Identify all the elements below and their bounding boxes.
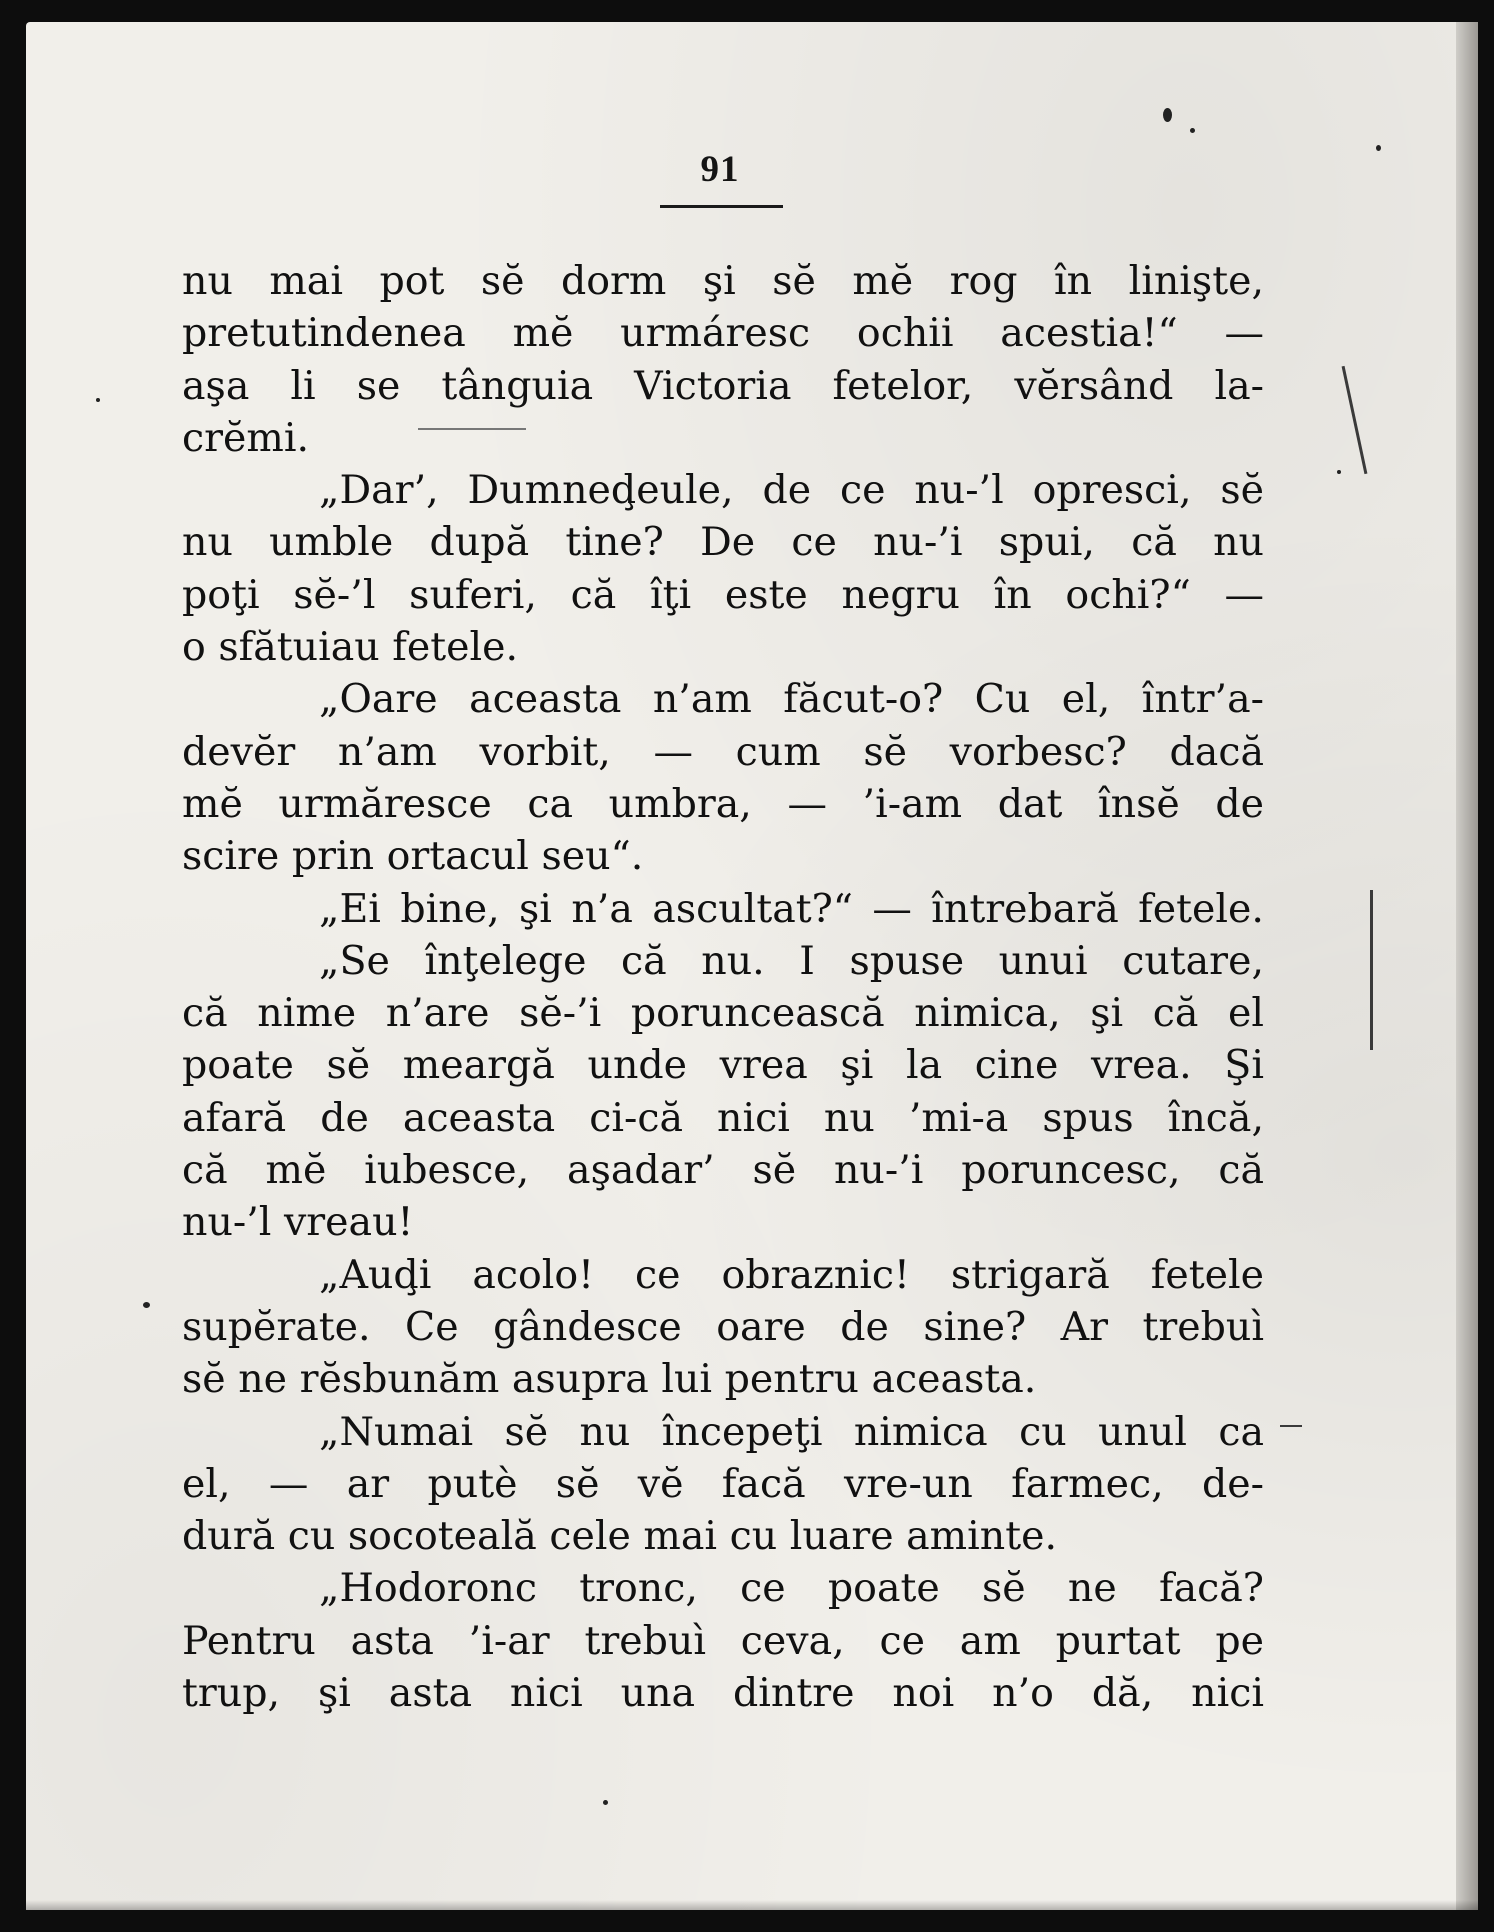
text-line: devĕr n’am vorbit, — cum sĕ vorbesc? dacă <box>182 728 1264 775</box>
text-line: trup, şi asta nici una dintre noi n’o dă, nici <box>182 1670 1264 1717</box>
text-line: crĕmi. <box>182 414 310 461</box>
text-line: o sfătuiau fetele. <box>182 624 519 671</box>
scan-speck <box>143 1302 150 1308</box>
page-number-underline <box>660 205 783 208</box>
text-line: supĕrate. Ce gândesce oare de sine? Ar trebuì <box>182 1303 1264 1350</box>
text-line: poate sĕ meargă unde vrea şi la cine vrea. Şi <box>182 1042 1264 1089</box>
text-line: nu-’l vreau! <box>182 1199 414 1246</box>
text-line: pretutindenea mĕ urmáresc ochii acestia!“ — <box>182 310 1264 357</box>
text-line: poţi sĕ-’l suferi, că îţi este negru în ochi?“ — <box>182 571 1264 618</box>
scan-speck <box>1190 128 1195 133</box>
text-line: „Oare aceasta n’am făcut-o? Cu el, într’a- <box>319 676 1264 723</box>
body-text <box>182 255 1264 1719</box>
scan-speck <box>603 1800 608 1805</box>
text-line: dură cu socoteală cele mai cu luare aminte. <box>182 1513 1058 1560</box>
page-edge-shadow <box>1456 22 1478 1910</box>
scan-scratch <box>1280 1425 1302 1427</box>
scan-speck <box>96 398 100 402</box>
text-line: sĕ ne rĕsbunăm asupra lui pentru aceasta. <box>182 1356 1037 1403</box>
text-line: „Hodoronc tronc, ce poate sĕ ne facă? <box>319 1565 1264 1612</box>
text-line: aşa li se tânguia Victoria fetelor, vĕrsând la- <box>182 362 1264 409</box>
text-line: „Auḑi acolo! ce obraznic! strigară fetele <box>319 1251 1264 1298</box>
text-line: nu mai pot sĕ dorm şi sĕ mĕ rog în linişte, <box>182 258 1264 304</box>
page-number: 91 <box>700 149 740 190</box>
scan-scratch <box>418 428 526 430</box>
scan-speck <box>1337 470 1341 474</box>
scan-scratch <box>1370 890 1373 1050</box>
page-bottom-shadow <box>26 1900 1478 1910</box>
scan-speck <box>1376 145 1381 151</box>
text-line: nu umble după tine? De ce nu-’i spui, că nu <box>182 519 1264 566</box>
text-line: că nime n’are sĕ-’i poruncească nimica, şi că el <box>182 990 1264 1037</box>
text-line: că mĕ iubesce, aşadar’ sĕ nu-’i poruncesc, că <box>182 1147 1264 1194</box>
text-line: afară de aceasta ci-că nici nu ’mi-a spus încă, <box>182 1094 1264 1141</box>
text-line: „Dar’, Dumneḑeule, de ce nu-’l opresci, sĕ <box>319 467 1264 514</box>
text-line: Pentru asta ’i-ar trebuì ceva, ce am purtat pe <box>182 1617 1264 1664</box>
text-line: „Numai sĕ nu începeţi nimica cu unul ca <box>319 1408 1264 1455</box>
scan-speck <box>1163 108 1172 122</box>
text-line: scire prin ortacul seu“. <box>182 833 644 880</box>
text-line: „Ei bine, şi n’a ascultat?“ — întrebară fetele. <box>319 885 1264 932</box>
text-line: el, — ar putè sĕ vĕ facă vre-un farmec, de- <box>182 1460 1264 1507</box>
text-line: mĕ urmăresce ca umbra, — ’i-am dat însĕ de <box>182 780 1264 827</box>
text-line: „Se înţelege că nu. I spuse unui cutare, <box>319 937 1264 984</box>
